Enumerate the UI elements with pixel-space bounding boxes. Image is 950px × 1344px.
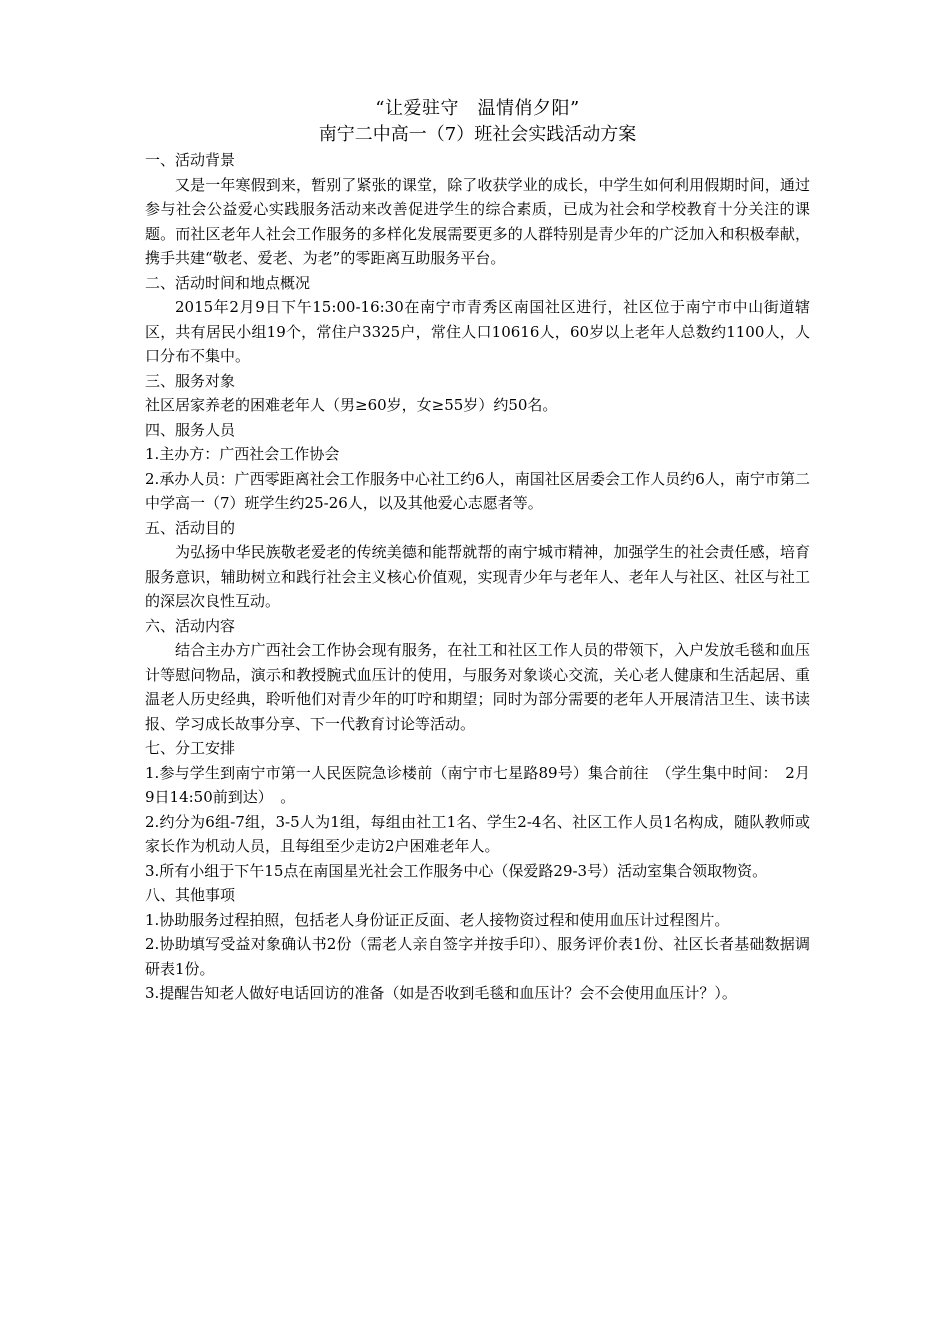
document-page bbox=[145, 96, 810, 1006]
section-heading: 八、其他事项 bbox=[145, 886, 236, 904]
section-other-matters bbox=[145, 883, 810, 1006]
section-paragraph: 2015年2月9日下午15:00-16:30在南宁市青秀区南国社区进行，社区位于南宁市中山街道辖区，共有居民小组19个，常住户3325户，常住人口10616人，60岁以上老年人总数约1100人，人口分布不集中。 bbox=[145, 298, 810, 365]
section-item: 1.主办方：广西社会工作协会 bbox=[145, 445, 340, 463]
section-heading: 三、服务对象 bbox=[145, 371, 236, 390]
section-service-staff bbox=[145, 418, 810, 516]
section-paragraph: 又是一年寒假到来，暂别了紧张的课堂，除了收获学业的成长，中学生如何利用假期时间，通过参与社会公益爱心实践服务活动来改善促进学生的综合素质，已成为社会和学校教育十分关注的课题。而社区老年人社会工作服务的多样化发展需要更多的人群特别是青少年的广泛加入和积极奉献，携手共建“敬老、爱老、为老”的零距离互助服务平台。 bbox=[145, 175, 810, 267]
section-heading: 六、活动内容 bbox=[145, 616, 236, 635]
section-content bbox=[145, 614, 810, 737]
section-item: 社区居家养老的困难老年人（男≥60岁，女≥55岁）约50名。 bbox=[145, 396, 558, 414]
document-title: “让爱驻守 温情俏夕阳” bbox=[375, 98, 580, 119]
section-heading: 五、活动目的 bbox=[145, 518, 236, 537]
section-item: 2.协助填写受益对象确认书2份（需老人亲自签字并按手印）、服务评价表1份、社区长者基础数据调研表1份。 bbox=[145, 935, 810, 978]
section-arrangement bbox=[145, 736, 810, 883]
section-heading: 一、活动背景 bbox=[145, 151, 236, 169]
section-heading: 七、分工安排 bbox=[145, 739, 236, 757]
section-purpose bbox=[145, 516, 810, 614]
section-heading: 四、服务人员 bbox=[145, 420, 236, 439]
section-item: 2.承办人员：广西零距离社会工作服务中心社工约6人，南国社区居委会工作人员约6人，南宁市第二中学高一（7）班学生约25-26人，以及其他爱心志愿者等。 bbox=[145, 469, 810, 512]
section-time-place bbox=[145, 271, 810, 369]
document-subtitle: 南宁二中高一（7）班社会实践活动方案 bbox=[318, 124, 637, 145]
section-item: 3.所有小组于下午15点在南国星光社会工作服务中心（保爱路29-3号）活动室集合领取物资。 bbox=[145, 861, 768, 880]
section-service-target bbox=[145, 369, 810, 418]
section-item: 1.参与学生到南宁市第一人民医院急诊楼前（南宁市七星路89号）集合前往 （学生集中时间： 2月9日14:50前到达） 。 bbox=[145, 763, 810, 806]
section-item: 2.约分为6组-7组，3-5人为1组，每组由社工1名、学生2-4名、社区工作人员1名构成，随队教师或家长作为机动人员，且每组至少走访2户困难老年人。 bbox=[145, 812, 810, 855]
section-paragraph: 为弘扬中华民族敬老爱老的传统美德和能帮就帮的南宁城市精神，加强学生的社会责任感，培育服务意识，辅助树立和践行社会主义核心价值观，实现青少年与老年人、老年人与社区、社区与社工的深层次良性互动。 bbox=[145, 543, 810, 610]
section-paragraph: 结合主办方广西社会工作协会现有服务，在社工和社区工作人员的带领下，入户发放毛毯和血压计等慰问物品，演示和教授腕式血压计的使用，与服务对象谈心交流，关心老人健康和生活起居、重温老人历史经典，聆听他们对青少年的叮咛和期望；同时为部分需要的老年人开展清洁卫生、读书读报、学习成长故事分享、下一代教育讨论等活动。 bbox=[145, 641, 810, 733]
section-background bbox=[145, 148, 810, 271]
section-item: 3.提醒告知老人做好电话回访的准备（如是否收到毛毯和血压计？会不会使用血压计？）。 bbox=[145, 984, 737, 1002]
section-item: 1.协助服务过程拍照，包括老人身份证正反面、老人接物资过程和使用血压计过程图片。 bbox=[145, 910, 730, 929]
section-heading: 二、活动时间和地点概况 bbox=[145, 273, 311, 292]
